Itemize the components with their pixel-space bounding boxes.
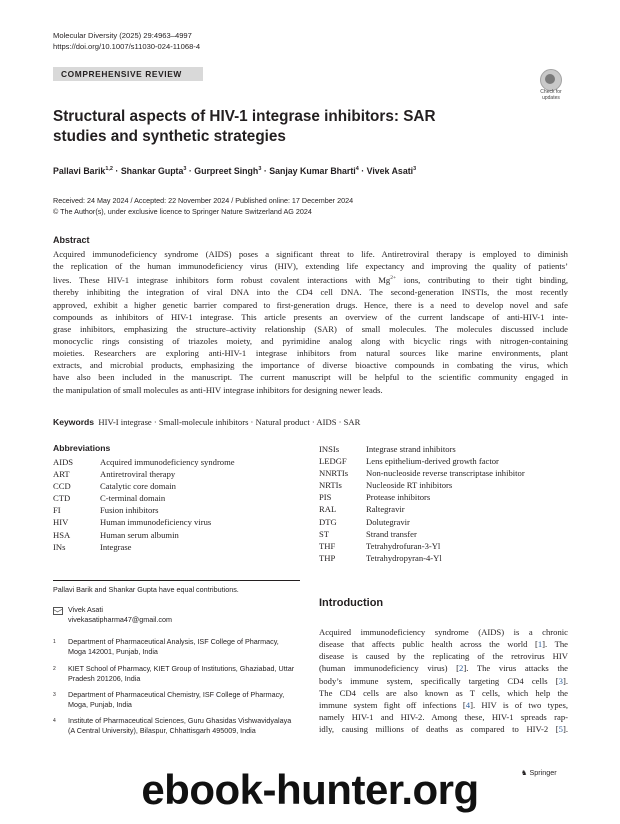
- article-type-label: COMPREHENSIVE REVIEW: [61, 69, 182, 79]
- equal-contribution-note: Pallavi Barik and Shankar Gupta have equal contributions.: [53, 585, 239, 594]
- citation-link[interactable]: 3: [558, 675, 563, 686]
- contact-email[interactable]: vivekasatipharma47@gmail.com: [68, 615, 172, 624]
- keywords-label: Keywords: [53, 417, 95, 427]
- publication-dates: Received: 24 May 2024 / Accepted: 22 November 2024 / Published online: 17 December 2024: [53, 196, 354, 205]
- abbreviation-term: RAL: [319, 504, 337, 515]
- abbreviation-term: CTD: [53, 493, 71, 504]
- abbreviation-row: [319, 528, 525, 540]
- abbreviation-term: CCD: [53, 481, 71, 492]
- introduction-line: namely HIV-1 and HIV-2. Among these, HIV-1 spreads rap-: [319, 712, 568, 723]
- envelope-icon: [53, 607, 63, 615]
- introduction-line: (human immunodeficiency virus) [2]. The virus attacks the: [319, 663, 568, 674]
- abbreviation-row: [53, 456, 235, 468]
- introduction-body: [319, 626, 568, 735]
- author-list: [53, 163, 416, 177]
- author-affiliation-ref: 3: [258, 166, 262, 172]
- abstract-line: have also been included in the manuscript. The current manuscript will be helpful to the scientific community engaged in: [53, 372, 568, 383]
- citation-link[interactable]: 1: [537, 639, 543, 650]
- introduction-line: disease that affects public health across the world [1]. The: [319, 639, 568, 650]
- author-name[interactable]: Gurpreet Singh: [194, 165, 259, 176]
- abbreviations-table-left: [53, 456, 235, 553]
- abstract-line: lives. These HIV-1 integrase inhibitors form robust covalent interactions with $Mg^{2+}$ ions, contributing to their tight binding,: [53, 275, 568, 286]
- abstract-body: [53, 248, 568, 396]
- abbreviation-term: FI: [53, 505, 61, 516]
- abbreviation-term: HSA: [53, 529, 71, 540]
- abbreviations-heading: Abbreviations: [53, 443, 111, 453]
- springer-wordmark: Springer: [529, 768, 557, 777]
- abbreviation-definition: Raltegravir: [366, 504, 405, 515]
- abbreviation-row: [319, 552, 525, 564]
- author-affiliation-ref: 3: [413, 166, 417, 172]
- abbreviation-term: INSIs: [319, 444, 340, 454]
- affiliation-number: 1: [53, 639, 56, 645]
- abbreviation-row: [319, 540, 525, 552]
- author-name[interactable]: Sanjay Kumar Bharti: [269, 165, 356, 176]
- abbreviation-term: LEDGF: [319, 456, 347, 467]
- abstract-line: the manipulation of small molecules as anti-HIV integrase inhibitors for designing newer leads.: [53, 384, 383, 395]
- abbreviation-definition: Acquired immunodeficiency syndrome: [100, 457, 235, 467]
- abbreviation-definition: Tetrahydrofuran-3-Yl: [366, 540, 441, 551]
- abbreviation-term: ART: [53, 469, 70, 480]
- affiliation-number: 4: [53, 718, 56, 724]
- abstract-line: moieties. Researchers are exploring anti-HIV-1 integrase inhibitors from natural sources like marine environments, plant: [53, 348, 568, 359]
- citation-link[interactable]: 2: [459, 663, 464, 674]
- check-updates-icon-center: [545, 74, 555, 84]
- abbreviation-term: DTG: [319, 516, 337, 527]
- journal-citation: Molecular Diversity (2025) 29:4963–4997: [53, 31, 192, 40]
- abbreviation-definition: Dolutegravir: [366, 516, 410, 527]
- abstract-heading: Abstract: [53, 235, 90, 245]
- abbreviation-definition: Human serum albumin: [100, 529, 179, 540]
- abstract-line: approved, exhibit a higher genetic barrier compared to first-generation drugs. Hence, there is a need to develop novel and safe: [53, 299, 568, 310]
- affiliation-text: Institute of Pharmaceutical Sciences, Guru Ghasidas Vishwavidyalaya (A Central University), Bilaspur, Chhattisgarh 495009, India: [68, 716, 292, 735]
- author-affiliation-ref: 4: [355, 166, 359, 172]
- abstract-line: extracts, and microbial products, emphasizing the importance of diverse bioactive compounds in combating the virus, which: [53, 360, 568, 371]
- footnote-divider: [53, 580, 300, 581]
- abbreviation-row: [53, 468, 235, 480]
- abstract-line: compounds as inhibitors of HIV-1 integrase. This article presents an overview of the current landscape of anti-HIV-1 inte-: [53, 311, 568, 322]
- abbreviation-term: ST: [319, 528, 330, 539]
- abstract-line: grase inhibitors, emphasizing the structure–activity relationship (SAR) of small molecules. The molecules discussed include: [53, 323, 568, 334]
- abbreviation-definition: Human immunodeficiency virus: [100, 517, 212, 528]
- abbreviation-definition: Tetrahydropyran-4-Yl: [366, 552, 442, 563]
- abbreviation-row: [53, 504, 235, 516]
- abbreviation-row: [53, 492, 235, 504]
- introduction-line: immune system fight off infections [4]. HIV is of two types,: [319, 699, 568, 710]
- author-affiliation-ref: 3: [183, 166, 187, 172]
- abbreviation-definition: Non-nucleoside reverse transcriptase inhibitor: [366, 468, 525, 479]
- affiliation-number: 3: [53, 692, 56, 698]
- abbreviation-row: [319, 455, 525, 467]
- affiliation-text: KIET School of Pharmacy, KIET Group of Institutions, Ghaziabad, Uttar Pradesh 201206, India: [68, 664, 295, 683]
- author-affiliation-ref: 1,2: [105, 166, 113, 172]
- author-separator: ·: [261, 165, 270, 176]
- abbreviation-row: [53, 516, 235, 528]
- doi-link[interactable]: https://doi.org/10.1007/s11030-024-11068-4: [53, 42, 201, 51]
- abbreviation-definition: Lens epithelium-derived growth factor: [366, 456, 499, 467]
- author-name[interactable]: Vivek Asati: [366, 165, 414, 176]
- affiliation-text: Department of Pharmaceutical Chemistry, ISF College of Pharmacy, Moga, Punjab, India: [68, 690, 285, 709]
- watermark: ebook-hunter.org: [141, 766, 479, 813]
- abbreviation-term: NRTIs: [319, 480, 342, 491]
- check-updates-label: Check for updates: [540, 89, 562, 101]
- introduction-line: body’s immune system, specifically targeting CD4 cells [3].: [319, 675, 568, 686]
- abbreviation-row: [319, 467, 525, 479]
- copyright-line: © The Author(s), under exclusive licence to Springer Nature Switzerland AG 2024: [53, 206, 312, 216]
- article-title: Structural aspects of HIV-1 integrase inhibitors: SAR studies and synthetic strategies: [53, 108, 436, 145]
- abbreviation-definition: Integrase: [100, 541, 132, 552]
- affiliation-number: 2: [53, 666, 56, 672]
- citation-link[interactable]: 4: [465, 699, 471, 710]
- author-separator: ·: [186, 165, 195, 176]
- abbreviation-row: [319, 516, 525, 528]
- abbreviation-row: [53, 529, 235, 541]
- abbreviation-definition: C-terminal domain: [100, 493, 166, 504]
- check-for-updates-badge[interactable]: [535, 67, 567, 101]
- abstract-line: monocyclic rings consisting of triazoles moiety, and pyrimidine analog along with bicyclic rings with nitrogen-containing: [53, 335, 568, 346]
- abbreviation-definition: Protease inhibitors: [366, 492, 431, 503]
- abstract-line: the replication of the human immunodeficiency virus (HIV), extending life expectancy and improving the quality of patients’: [53, 261, 568, 272]
- abbreviation-definition: Antiretroviral therapy: [100, 469, 176, 480]
- abbreviation-term: INs: [53, 541, 66, 552]
- abbreviation-row: [319, 503, 525, 515]
- abbreviation-term: THP: [319, 552, 336, 563]
- abbreviation-row: [319, 479, 525, 491]
- abbreviation-definition: Strand transfer: [366, 528, 417, 539]
- introduction-line: Acquired immunodeficiency syndrome (AIDS) is a chronic: [319, 627, 568, 637]
- abstract-line: Acquired immunodeficiency syndrome (AIDS) poses a significant threat to life. Antiretroviral therapy is employed to diminish: [53, 249, 568, 259]
- author-separator: ·: [358, 165, 367, 176]
- article-dates: [53, 196, 353, 217]
- springer-horse-icon: ♞: [521, 768, 528, 777]
- abbreviation-term: NNRTIs: [319, 468, 349, 479]
- introduction-line: disease is caused by the replicating of the retrovirus HIV: [319, 651, 568, 662]
- abbreviation-term: AIDS: [53, 457, 74, 467]
- keywords-line: [53, 416, 360, 428]
- abbreviation-term: THF: [319, 540, 336, 551]
- corresponding-author: [68, 605, 172, 625]
- author-separator: ·: [112, 165, 121, 176]
- abbreviation-definition: Catalytic core domain: [100, 481, 176, 492]
- abbreviation-definition: Fusion inhibitors: [100, 505, 159, 516]
- abbreviation-definition: Integrase strand inhibitors: [366, 444, 456, 454]
- citation-link[interactable]: 5: [558, 724, 563, 735]
- introduction-line: idly, causing millions of deaths as compared to HIV-2 [5].: [319, 724, 568, 735]
- abbreviations-table-right: [319, 443, 525, 564]
- keywords-text: HIV-I integrase · Small-molecule inhibitors · Natural product · AIDS · SAR: [98, 417, 361, 427]
- abbreviation-row: [53, 480, 235, 492]
- abbreviation-row: [319, 491, 525, 503]
- affiliation-text: Department of Pharmaceutical Analysis, ISF College of Pharmacy, Moga 142001, Punjab, India: [68, 637, 279, 656]
- contact-name: Vivek Asati: [68, 605, 104, 614]
- journal-header: [53, 30, 200, 52]
- abbreviation-definition: Nucleoside RT inhibitors: [366, 480, 453, 491]
- author-name[interactable]: Pallavi Barik: [53, 165, 106, 176]
- abbreviation-term: PIS: [319, 492, 332, 503]
- abbreviation-term: HIV: [53, 517, 69, 528]
- abbreviation-row: [319, 443, 525, 455]
- introduction-heading: Introduction: [319, 597, 384, 609]
- author-name[interactable]: Shankar Gupta: [120, 165, 184, 176]
- abbreviation-row: [53, 541, 235, 553]
- introduction-line: The CD4 cells are also known as T cells, which help the: [319, 687, 568, 698]
- abstract-line: thereby inhibiting the integration of viral DNA into the CD4 cell DNA. The second-generation INSTIs, the most recently: [53, 287, 568, 298]
